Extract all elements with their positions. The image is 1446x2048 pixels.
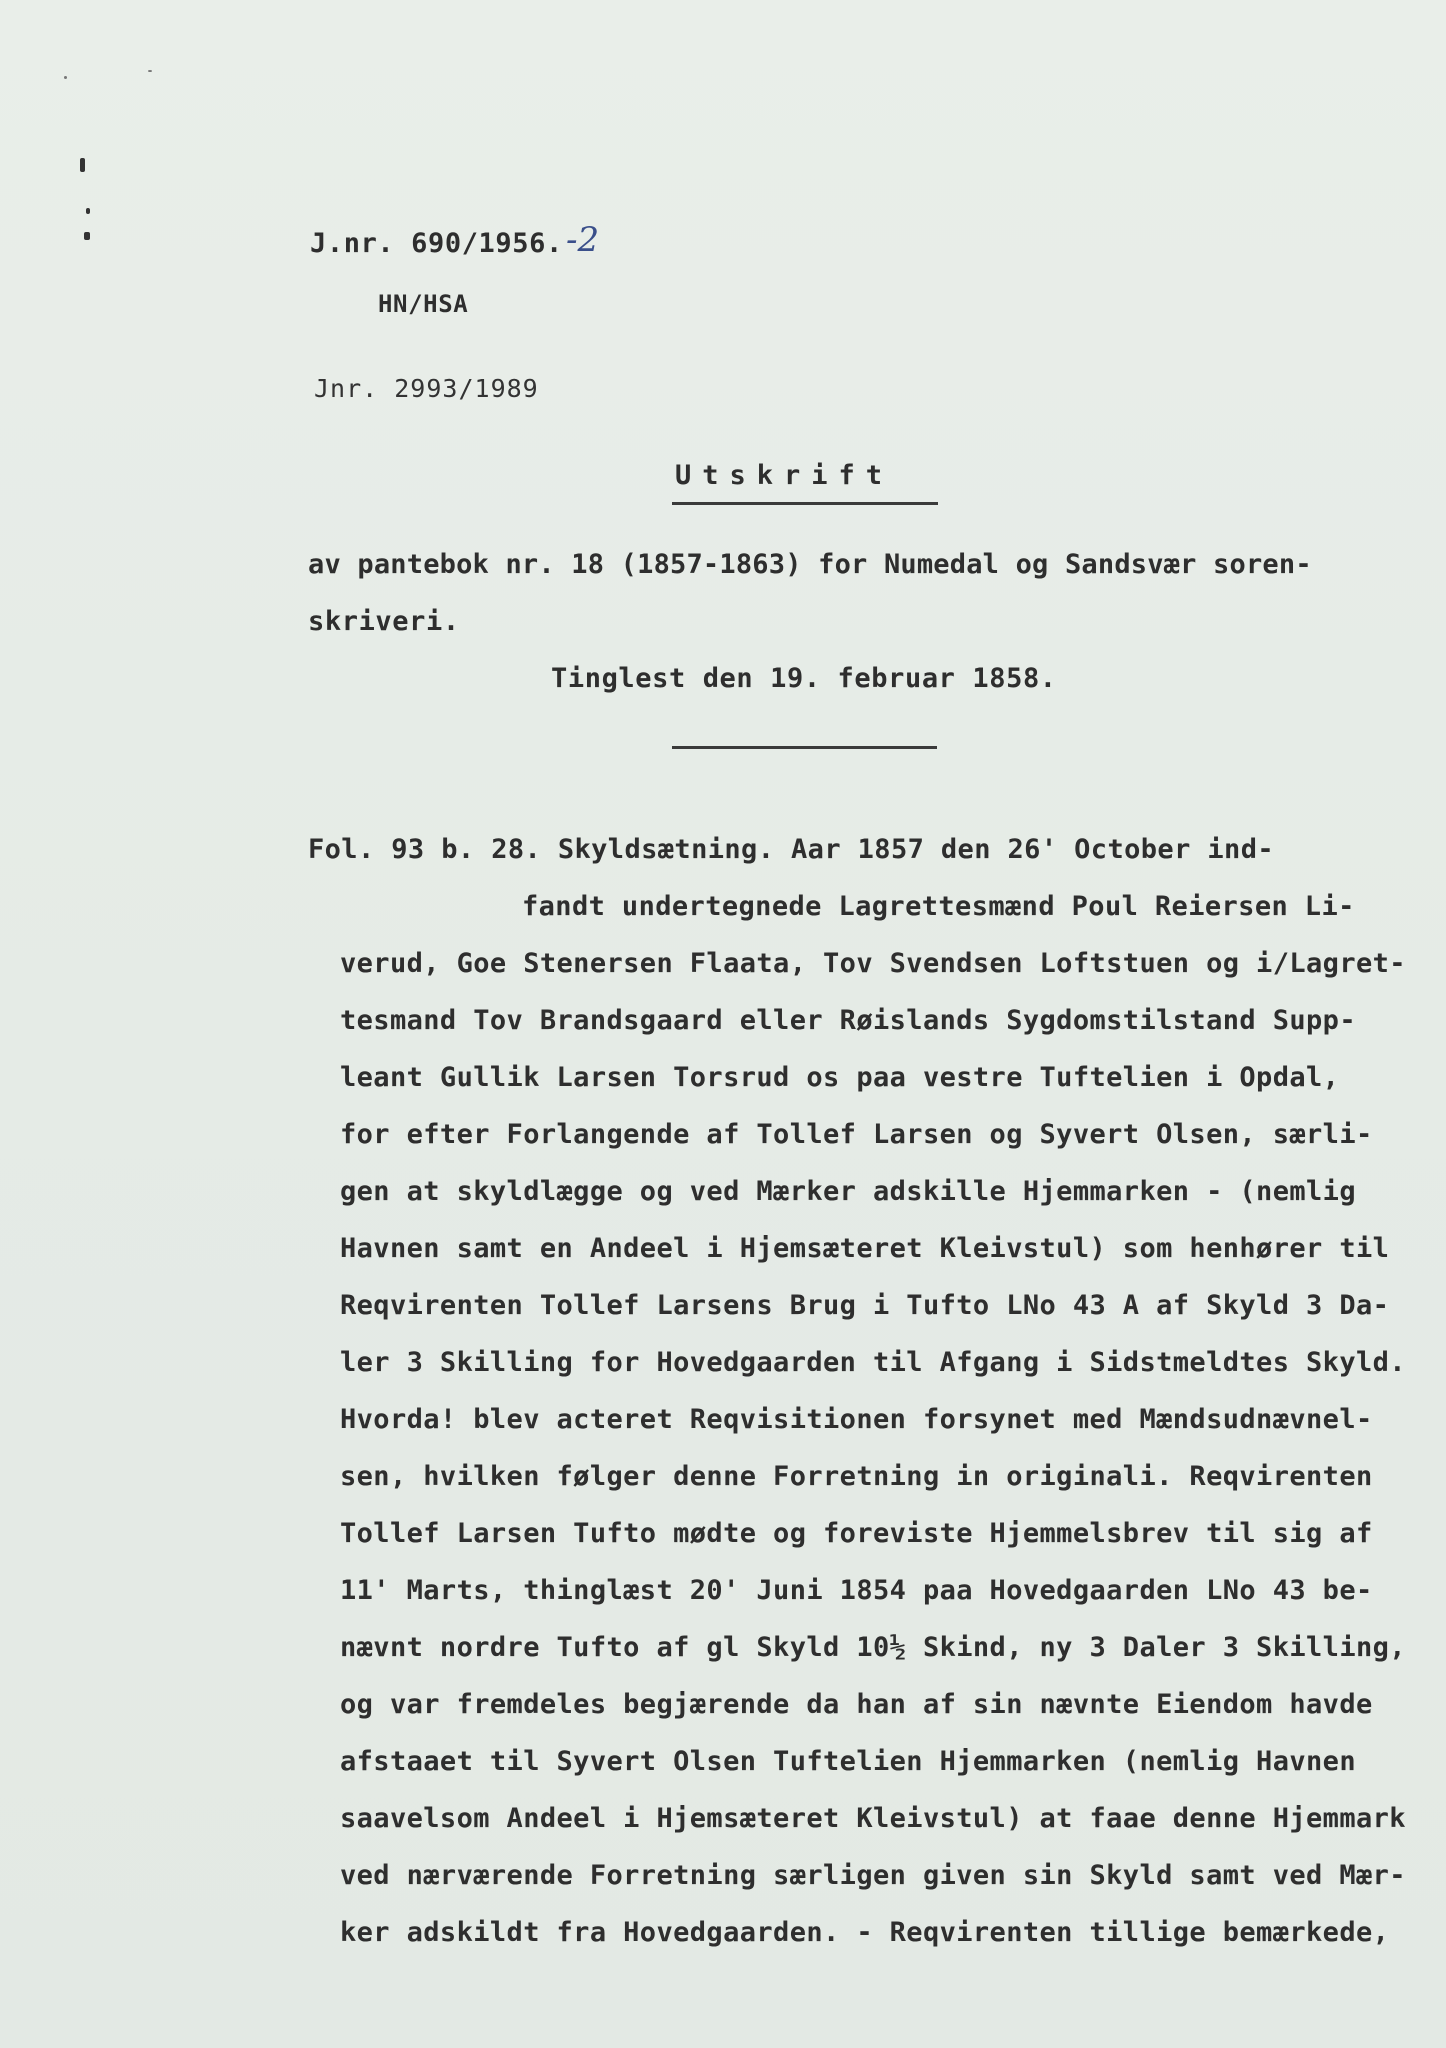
document-title: Utskrift <box>675 460 894 491</box>
body-line: tesmand Tov Brandsgaard eller Røislands Sygdomstilstand Supp- <box>340 1005 1356 1036</box>
body-line: Tollef Larsen Tufto mødte og foreviste Hjemmelsbrev til sig af <box>340 1518 1373 1549</box>
body-line: for efter Forlangende af Tollef Larsen og Syvert Olsen, særli- <box>340 1119 1373 1150</box>
body-line: gen at skyldlægge og ved Mærker adskille Hjemmarken - (nemlig <box>340 1176 1356 1207</box>
body-line: sen, hvilken følger denne Forretning in originali. Reqvirenten <box>340 1461 1373 1492</box>
body-line: ler 3 Skilling for Hovedgaarden til Afgang i Sidstmeldtes Skyld. <box>340 1347 1406 1378</box>
body-line: afstaaet til Syvert Olsen Tuftelien Hjemmarken (nemlig Havnen <box>340 1746 1356 1777</box>
body-line: nævnt nordre Tufto af gl Skyld 10½ Skind, ny 3 Daler 3 Skilling, <box>340 1632 1406 1663</box>
intro-line-2: skriveri. <box>308 606 460 637</box>
body-line: Fol. 93 b. 28. Skyldsætning. Aar 1857 den 26' October ind- <box>308 834 1275 865</box>
body-line: Havnen samt en Andeel i Hjemsæteret Kleivstul) som henhører til <box>340 1233 1390 1264</box>
body-line: fandt undertegnede Lagrettesmænd Poul Reiersen Li- <box>522 891 1355 922</box>
body-line: saavelsom Andeel i Hjemsæteret Kleivstul) at faae denne Hjemmark <box>340 1803 1406 1834</box>
body-line: og var fremdeles begjærende da han af sin nævnte Eiendom havde <box>340 1689 1373 1720</box>
intro-line-1: av pantebok nr. 18 (1857-1863) for Numedal og Sandsvær soren- <box>308 549 1312 580</box>
journal-number: J.nr. 690/1956. <box>310 228 563 259</box>
stamp-number: Jnr. 2993/1989 <box>314 374 539 403</box>
body-line: Reqvirenten Tollef Larsens Brug i Tufto LNo 43 A af Skyld 3 Da- <box>340 1290 1390 1321</box>
body-line: 11' Marts, thinglæst 20' Juni 1854 paa Hovedgaarden LNo 43 be- <box>340 1575 1373 1606</box>
body-line: leant Gullik Larsen Torsrud os paa vestre Tuftelien i Opdal, <box>340 1062 1340 1093</box>
body-line: ved nærværende Forretning særligen given sin Skyld samt ved Mær- <box>340 1860 1406 1891</box>
handwritten-suffix: -2 <box>566 220 600 260</box>
date-line: Tinglest den 19. februar 1858. <box>551 663 1057 694</box>
body-line: Hvorda! blev acteret Reqvisitionen forsynet med Mændsudnævnel- <box>340 1404 1373 1435</box>
body-line: ker adskildt fra Hovedgaarden. - Reqvirenten tillige bemærkede, <box>340 1917 1390 1948</box>
body-line: verud, Goe Stenersen Flaata, Tov Svendsen Loftstuen og i/Lagret- <box>340 948 1406 979</box>
initials: HN/HSA <box>378 290 469 318</box>
